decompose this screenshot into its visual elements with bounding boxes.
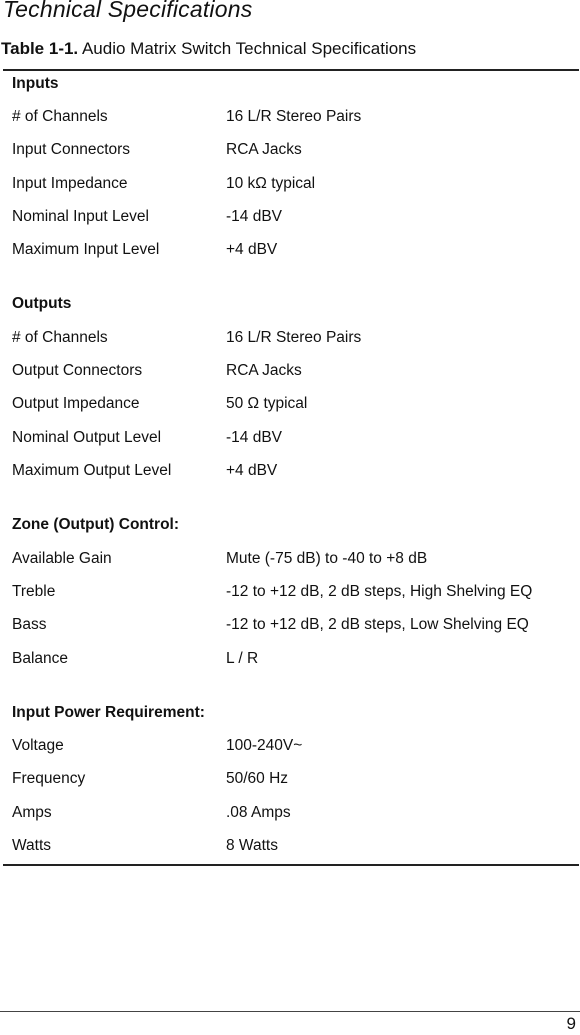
spec-row	[12, 394, 572, 414]
section-title-power: Input Power Requirement:	[12, 704, 205, 721]
spec-value: -12 to +12 dB, 2 dB steps, High Shelving EQ	[226, 583, 533, 600]
spec-row	[12, 107, 572, 127]
spec-label: Balance	[12, 650, 69, 667]
spec-label: Nominal Input Level	[12, 208, 149, 225]
spec-label: Treble	[12, 583, 56, 600]
spec-label: Frequency	[12, 770, 86, 787]
table-caption	[1, 39, 416, 59]
page-number: 9	[566, 1014, 576, 1033]
spec-value: 16 L/R Stereo Pairs	[226, 329, 362, 346]
spec-row	[12, 615, 572, 635]
spec-value: -12 to +12 dB, 2 dB steps, Low Shelving EQ	[226, 616, 529, 633]
spec-row	[12, 174, 572, 194]
spec-row	[12, 207, 572, 227]
spec-value: Mute (-75 dB) to -40 to +8 dB	[226, 550, 428, 567]
spec-row	[12, 428, 572, 448]
spec-row	[12, 240, 572, 260]
spec-value: 10 kΩ typical	[226, 175, 316, 192]
spec-value: -14 dBV	[226, 208, 283, 225]
spec-value: 50 Ω typical	[226, 395, 308, 412]
spec-row	[12, 736, 572, 756]
spec-value: 100-240V~	[226, 737, 303, 754]
spec-label: Input Connectors	[12, 141, 131, 158]
spec-label: Voltage	[12, 737, 64, 754]
spec-value: -14 dBV	[226, 429, 283, 446]
spec-label: Input Impedance	[12, 175, 128, 192]
spec-value: 50/60 Hz	[226, 770, 289, 787]
spec-label: Nominal Output Level	[12, 429, 162, 446]
spec-value: 16 L/R Stereo Pairs	[226, 108, 362, 125]
spec-label: Maximum Input Level	[12, 241, 160, 258]
spec-row	[12, 140, 572, 160]
spec-row	[12, 549, 572, 569]
spec-row	[12, 836, 572, 856]
section-title-outputs: Outputs	[12, 295, 72, 312]
spec-row	[12, 361, 572, 381]
spec-value: .08 Amps	[226, 804, 291, 821]
spec-value: RCA Jacks	[226, 362, 302, 379]
spec-value: RCA Jacks	[226, 141, 302, 158]
table-caption-text: Audio Matrix Switch Technical Specifications	[81, 39, 417, 58]
table-top-rule	[3, 69, 579, 71]
section-title-inputs: Inputs	[12, 75, 59, 92]
spec-label: Amps	[12, 804, 52, 821]
spec-value: L / R	[226, 650, 259, 667]
spec-row	[12, 328, 572, 348]
spec-row	[12, 649, 572, 669]
spec-label: Available Gain	[12, 550, 112, 567]
footer-rule	[0, 1011, 580, 1012]
table-bottom-rule	[3, 864, 579, 866]
spec-label: Maximum Output Level	[12, 462, 172, 479]
spec-label: Output Connectors	[12, 362, 143, 379]
page-heading: Technical Specifications	[3, 0, 253, 22]
spec-value: 8 Watts	[226, 837, 278, 854]
table-caption-label: Table 1-1.	[1, 39, 79, 58]
spec-row	[12, 461, 572, 481]
spec-label: Watts	[12, 837, 52, 854]
section-title-zone-control: Zone (Output) Control:	[12, 516, 180, 533]
spec-row	[12, 803, 572, 823]
spec-label: # of Channels	[12, 108, 108, 125]
spec-row	[12, 582, 572, 602]
spec-value: +4 dBV	[226, 241, 278, 258]
spec-label: # of Channels	[12, 329, 108, 346]
spec-label: Output Impedance	[12, 395, 140, 412]
spec-label: Bass	[12, 616, 47, 633]
spec-row	[12, 769, 572, 789]
spec-value: +4 dBV	[226, 462, 278, 479]
